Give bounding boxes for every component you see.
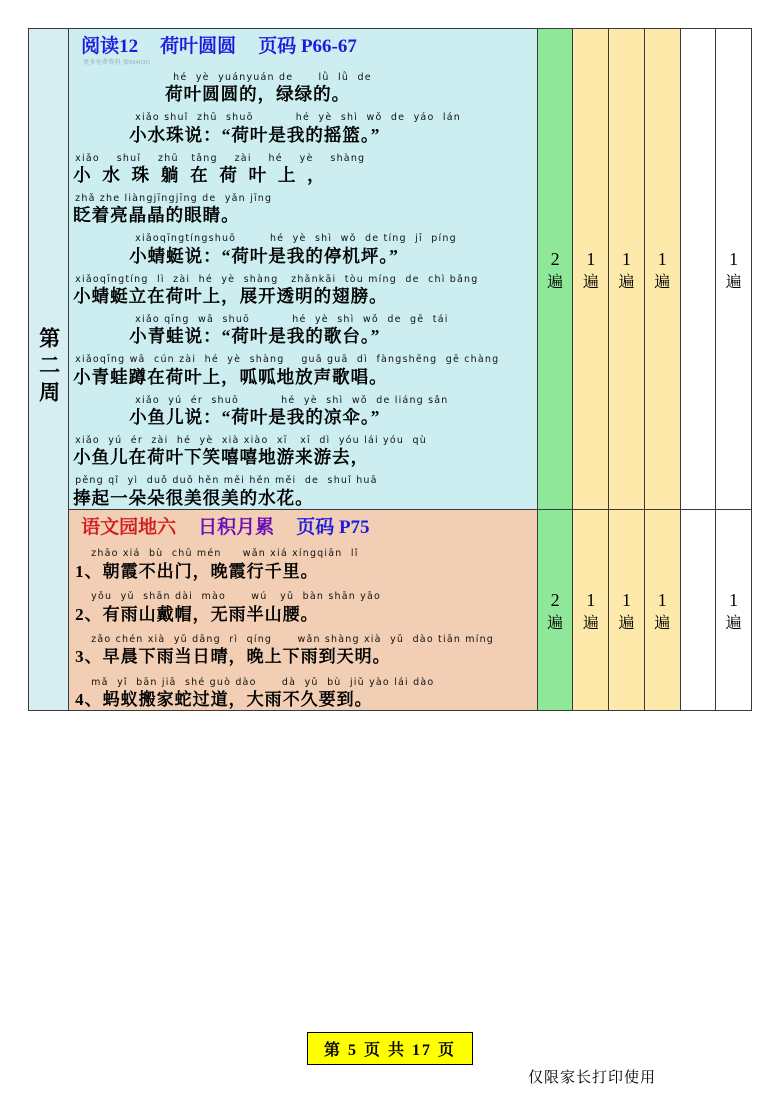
page-number: 第 5 页 共 17 页 bbox=[307, 1032, 473, 1065]
table-row bbox=[29, 510, 752, 711]
text-line bbox=[69, 234, 537, 267]
text-line bbox=[69, 476, 537, 509]
list-item bbox=[69, 592, 537, 625]
hanzi-line: 捧起一朵朵很美很美的水花。 bbox=[73, 487, 314, 508]
pinyin-line: xiǎo shuǐ zhū tǎng zài hé yè shàng bbox=[75, 152, 366, 164]
pinyin-line: xiǎo shuǐ zhū shuō hé yè shì wǒ de yáo lán bbox=[135, 112, 461, 124]
section-1-count-3[interactable] bbox=[609, 29, 645, 510]
section-2-title-part-1: 语文园地六 bbox=[81, 517, 177, 539]
section-2-title bbox=[69, 510, 537, 539]
hanzi-line: 小青蛙说：“荷叶是我的歌台。” bbox=[129, 326, 381, 347]
count-value: 1 遍 bbox=[725, 249, 742, 291]
count-value: 1 遍 bbox=[582, 249, 599, 291]
pinyin-line: zhǎ zhe liàngjīngjīng de yǎn jīng bbox=[75, 192, 273, 204]
hanzi-line: 4、蚂蚁搬家蛇过道，大雨不久要到。 bbox=[75, 689, 373, 709]
section-2-count-6[interactable] bbox=[716, 510, 752, 711]
hanzi-line: 小鱼儿在荷叶下笑嘻嘻地游来游去， bbox=[73, 447, 370, 468]
table-row bbox=[29, 29, 752, 510]
hanzi-line: 小鱼儿说：“荷叶是我的凉伞。” bbox=[129, 406, 381, 427]
text-line bbox=[69, 194, 537, 227]
pinyin-line: zhāo xiá bù chū mén wǎn xiá xíngqiān lǐ bbox=[91, 548, 359, 560]
section-2-count-4[interactable] bbox=[644, 510, 680, 711]
pinyin-line: xiǎoqīngtíngshuō hé yè shì wǒ de tíng jī píng bbox=[135, 233, 457, 245]
pinyin-line: hé yè yuányuán de lǜ lǜ de bbox=[173, 72, 372, 83]
pinyin-line: yǒu yǔ shān dài mào wú yǔ bàn shān yāo bbox=[91, 591, 382, 603]
section-1-title-part-2: 荷叶圆圆 bbox=[160, 36, 237, 57]
text-line bbox=[69, 113, 537, 146]
text-line bbox=[69, 275, 537, 308]
pinyin-line: xiǎo qīng wā shuō hé yè shì wǒ de gē tái bbox=[135, 313, 449, 325]
list-item bbox=[69, 635, 537, 668]
count-value: 1 遍 bbox=[654, 590, 671, 632]
footer bbox=[0, 1032, 780, 1065]
section-2-count-1[interactable] bbox=[537, 510, 573, 711]
section-2-title-part-3: 页码 P75 bbox=[296, 517, 370, 539]
section-2-count-3[interactable] bbox=[609, 510, 645, 711]
section-2-content bbox=[69, 510, 538, 711]
hanzi-line: 小蜻蜓立在荷叶上，展开透明的翅膀。 bbox=[73, 286, 388, 306]
section-2-count-2[interactable] bbox=[573, 510, 609, 711]
count-value: 1 遍 bbox=[618, 590, 635, 632]
section-1-count-2[interactable] bbox=[573, 29, 609, 510]
pinyin-line: xiǎoqīng wā cún zài hé yè shàng guā guā dì fàngshēng gē chàng bbox=[75, 354, 500, 366]
print-note: 仅限家长打印使用 bbox=[528, 1070, 657, 1086]
section-2-title-part-2: 日积月累 bbox=[198, 517, 275, 539]
pinyin-line: xiǎoqīngtíng lì zài hé yè shàng zhǎnkāi tòu míng de chì bǎng bbox=[75, 273, 479, 285]
pinyin-line: mǎ yǐ bān jiā shé guò dào dà yǔ bù jiǔ yào lái dào bbox=[91, 676, 435, 688]
hanzi-line: 小 水 珠 躺 在 荷 叶 上 ， bbox=[73, 165, 326, 186]
count-value: 1 遍 bbox=[618, 249, 635, 291]
text-line bbox=[69, 73, 537, 106]
text-line bbox=[69, 355, 537, 388]
reading-table bbox=[28, 28, 752, 711]
week-label: 第二周 bbox=[36, 326, 61, 408]
text-line bbox=[69, 436, 537, 469]
count-value: 1 遍 bbox=[654, 249, 671, 291]
pinyin-line: zǎo chén xià yǔ dāng rì qíng wǎn shàng xià yǔ dào tiān míng bbox=[91, 633, 495, 645]
section-1-title-part-1: 阅读12 bbox=[81, 36, 139, 57]
hanzi-line: 1、朝霞不出门，晚霞行千里。 bbox=[75, 561, 319, 581]
pinyin-line: xiǎo yú ér zài hé yè xià xiào xī xī dì yóu lái yóu qù bbox=[75, 434, 427, 446]
list-item bbox=[69, 678, 537, 711]
hanzi-line: 3、早晨下雨当日晴，晚上下雨到天明。 bbox=[75, 647, 391, 667]
section-2-count-5-empty[interactable] bbox=[680, 510, 716, 711]
hanzi-line: 荷叶圆圆的，绿绿的。 bbox=[165, 84, 351, 105]
text-line bbox=[69, 396, 537, 429]
section-1-count-1[interactable] bbox=[537, 29, 573, 510]
hanzi-line: 小蜻蜓说：“荷叶是我的停机坪。” bbox=[129, 245, 399, 266]
count-value: 1 遍 bbox=[582, 590, 599, 632]
count-value: 2 遍 bbox=[547, 249, 564, 291]
pinyin-line: xiǎo yú ér shuō hé yè shì wǒ de liáng sǎn bbox=[135, 394, 449, 406]
hanzi-line: 2、有雨山戴帽，无雨半山腰。 bbox=[75, 604, 319, 624]
list-item bbox=[69, 549, 537, 582]
hanzi-line: 小水珠说：“荷叶是我的摇篮。” bbox=[129, 124, 381, 145]
section-1-content bbox=[69, 29, 538, 510]
count-value: 1 遍 bbox=[725, 590, 742, 632]
text-line bbox=[69, 154, 537, 187]
hanzi-line: 小青蛙蹲在荷叶上，呱呱地放声歌唱。 bbox=[73, 366, 388, 387]
section-1-title bbox=[69, 29, 537, 58]
section-1-count-4[interactable] bbox=[644, 29, 680, 510]
watermark-text: 更多免费资料 加99403O bbox=[83, 60, 151, 66]
count-value: 2 遍 bbox=[547, 590, 564, 632]
week-label-cell bbox=[29, 29, 69, 711]
text-line bbox=[69, 315, 537, 348]
section-1-count-5-empty[interactable] bbox=[680, 29, 716, 510]
worksheet-page bbox=[28, 28, 752, 990]
section-1-count-6[interactable] bbox=[716, 29, 752, 510]
hanzi-line: 眨着亮晶晶的眼睛。 bbox=[73, 205, 240, 226]
section-1-title-part-3: 页码 P66-67 bbox=[258, 36, 357, 57]
pinyin-line: pěng qǐ yì duǒ duǒ hěn měi hěn měi de shuǐ huā bbox=[75, 475, 378, 487]
